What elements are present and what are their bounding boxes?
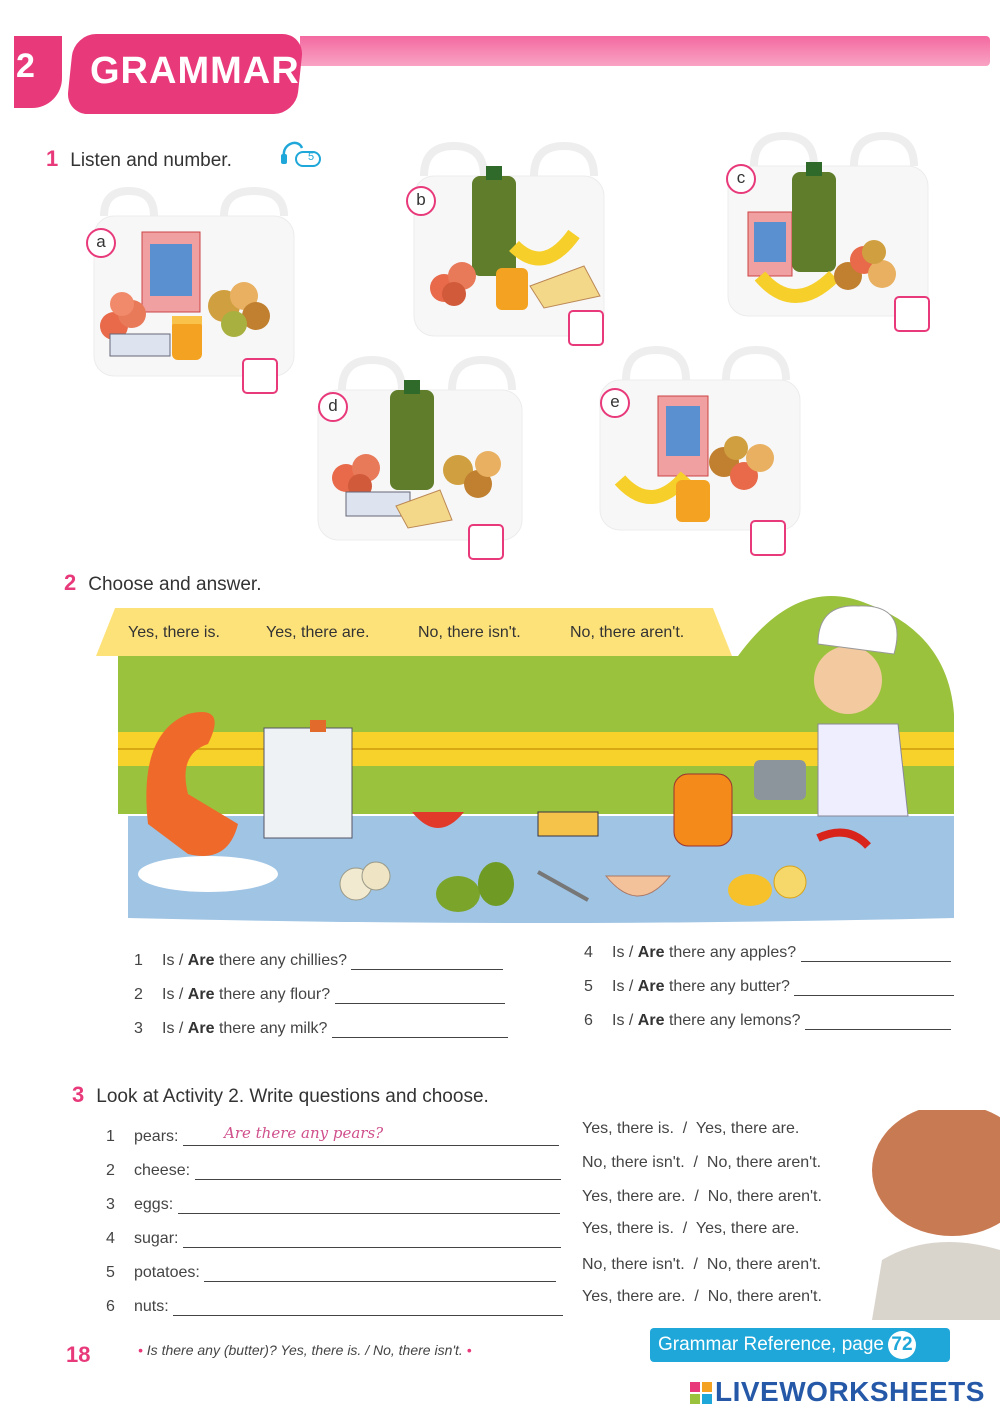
bullet-icon: • <box>466 1342 472 1358</box>
a3-r5-sep: / <box>693 1256 698 1273</box>
a3-row-4 <box>106 1230 561 1248</box>
a2-question-6: 6 Is / Are there any lemons? <box>584 1012 951 1030</box>
activity2-number: 2 <box>64 570 77 595</box>
a3-r2-opt1[interactable]: No, there isn't. <box>582 1154 685 1171</box>
a2-q4-answer-line[interactable] <box>801 949 951 962</box>
a2-q3-text: there any milk? <box>218 1020 328 1037</box>
a3-r3-options <box>582 1188 822 1206</box>
a2-q6-text: there any lemons? <box>668 1012 801 1029</box>
grammar-reference-page: 72 <box>888 1331 916 1359</box>
bag-d <box>312 350 532 560</box>
a2-q6-is-option[interactable]: Is <box>612 1012 625 1029</box>
a3-r5-word: potatoes: <box>134 1264 200 1281</box>
a2-q3-number: 3 <box>134 1020 143 1037</box>
a2-q5-number: 5 <box>584 978 593 995</box>
answer-box-d[interactable] <box>468 524 504 560</box>
a3-r1-options <box>582 1120 799 1138</box>
a2-question-5: 5 Is / Are there any butter? <box>584 978 954 996</box>
a3-r4-opt2[interactable]: Yes, there are. <box>695 1220 800 1237</box>
a3-r4-options <box>582 1220 799 1238</box>
a2-q1-is-option[interactable]: Is <box>162 952 175 969</box>
a2-question-4: 4 Is / Are there any apples? <box>584 944 951 962</box>
a3-r1-word: pears: <box>134 1128 179 1145</box>
a3-r2-answer-line[interactable] <box>195 1167 561 1180</box>
a3-r1-written-answer: Are there any pears? <box>224 1124 384 1142</box>
a3-r2-word: cheese: <box>134 1162 191 1179</box>
kitchen-scene <box>118 584 958 928</box>
brand-name: LIVEWORKSHEETS <box>715 1376 985 1407</box>
a3-r2-sep: / <box>693 1154 698 1171</box>
bullet-icon: • <box>138 1342 143 1358</box>
a3-row-2 <box>106 1162 561 1180</box>
activity3-number: 3 <box>72 1082 85 1107</box>
bag-label-b: b <box>406 186 436 216</box>
a2-q5-are-option[interactable]: Are <box>637 978 665 995</box>
liveworksheets-logo-icon <box>690 1382 712 1404</box>
a3-r6-opt2[interactable]: No, there aren't. <box>707 1288 822 1305</box>
a2-question-2: 2 Is / Are there any flour? <box>134 986 505 1004</box>
bag-b <box>404 136 614 346</box>
a2-q4-is-option[interactable]: Is <box>612 944 625 961</box>
a2-q1-are-option[interactable]: Are <box>187 952 215 969</box>
a2-q1-answer-line[interactable] <box>351 957 503 970</box>
a3-r6-word: nuts: <box>134 1298 169 1315</box>
a3-row-6 <box>106 1298 563 1316</box>
a3-r1-opt2[interactable]: Yes, there are. <box>695 1120 800 1137</box>
grammar-reference[interactable] <box>650 1328 950 1362</box>
a3-r4-opt1[interactable]: Yes, there is. <box>582 1220 674 1237</box>
bag-label-d: d <box>318 392 348 422</box>
a2-q5-answer-line[interactable] <box>794 983 954 996</box>
grocery-bag-e-illustration <box>596 340 812 540</box>
a3-r6-answer-line[interactable] <box>173 1303 563 1316</box>
a2-q3-answer-line[interactable] <box>332 1025 508 1038</box>
headphones-icon <box>278 136 324 174</box>
a2-q2-are-option[interactable]: Are <box>187 986 215 1003</box>
bag-e <box>596 340 812 556</box>
a2-q1-text: there any chillies? <box>218 952 348 969</box>
a3-r6-opt1[interactable]: Yes, there are. <box>582 1288 686 1305</box>
a3-r5-number: 5 <box>106 1264 115 1281</box>
phrase-2: Yes, there are. <box>266 624 370 641</box>
header-band <box>300 36 990 66</box>
a3-r5-options <box>582 1256 821 1274</box>
a2-q1-number: 1 <box>134 952 143 969</box>
a2-q6-are-option[interactable]: Are <box>637 1012 665 1029</box>
a2-q3-is-option[interactable]: Is <box>162 1020 175 1037</box>
activity3-instruction: Look at Activity 2. Write questions and choose. <box>96 1086 489 1107</box>
activity1-instruction: Listen and number. <box>70 150 232 171</box>
kitchen-illustration <box>118 584 958 928</box>
page-title: GRAMMAR <box>90 50 300 92</box>
phrase-3: No, there isn't. <box>418 624 521 641</box>
bag-label-c: c <box>726 164 756 194</box>
a3-r4-sep: / <box>682 1220 688 1237</box>
footer-note <box>138 1342 472 1358</box>
grammar-reference-label: Grammar Reference, page <box>658 1334 884 1355</box>
a3-r2-opt2[interactable]: No, there aren't. <box>706 1154 822 1171</box>
a3-r3-number: 3 <box>106 1196 115 1213</box>
page-number: 18 <box>66 1342 91 1367</box>
a2-q4-number: 4 <box>584 944 593 961</box>
a3-r2-number: 2 <box>106 1162 115 1179</box>
bag-label-a: a <box>86 228 116 258</box>
a3-r5-opt1[interactable]: No, there isn't. <box>582 1256 685 1273</box>
a2-question-3: 3 Is / Are there any milk? <box>134 1020 508 1038</box>
a3-r3-sep: / <box>694 1188 699 1205</box>
grocery-bag-a-illustration <box>84 186 304 386</box>
a3-r2-options <box>582 1154 821 1172</box>
activity2-instruction: Choose and answer. <box>88 574 262 595</box>
a2-q5-is-option[interactable]: Is <box>612 978 625 995</box>
answer-box-a[interactable] <box>242 358 278 394</box>
bag-a <box>84 186 304 386</box>
a3-row-3 <box>106 1196 560 1214</box>
a2-q6-number: 6 <box>584 1012 593 1029</box>
unit-number: 2 <box>14 36 62 108</box>
a3-r6-options <box>582 1288 822 1306</box>
a3-r5-answer-line[interactable] <box>204 1269 556 1282</box>
a2-q5-text: there any butter? <box>668 978 790 995</box>
a3-r1-number: 1 <box>106 1128 115 1145</box>
a2-q2-is-option[interactable]: Is <box>162 986 175 1003</box>
a3-r4-answer-line[interactable] <box>183 1235 561 1248</box>
a2-q4-text: there any apples? <box>668 944 797 961</box>
activity1-number: 1 <box>46 146 59 171</box>
a3-r1-opt1[interactable]: Yes, there is. <box>582 1120 674 1137</box>
a2-q2-text: there any flour? <box>218 986 331 1003</box>
a3-r3-word: eggs: <box>134 1196 174 1213</box>
a3-r4-number: 4 <box>106 1230 115 1247</box>
a3-r5-opt2[interactable]: No, there aren't. <box>706 1256 822 1273</box>
track-number: 5 <box>308 151 315 163</box>
audio-track[interactable] <box>278 136 324 179</box>
a2-q4-are-option[interactable]: Are <box>637 944 665 961</box>
phrase-1: Yes, there is. <box>128 624 220 641</box>
answer-box-c[interactable] <box>894 296 930 332</box>
footer-note-text: Is there any (butter)? Yes, there is. / No, there isn't. <box>146 1342 463 1358</box>
a3-r3-opt1[interactable]: Yes, there are. <box>582 1188 686 1205</box>
a3-r4-word: sugar: <box>134 1230 179 1247</box>
a3-row-5 <box>106 1264 556 1282</box>
a2-q6-answer-line[interactable] <box>805 1017 951 1030</box>
phrase-4: No, there aren't. <box>570 624 685 641</box>
answer-box-e[interactable] <box>750 520 786 556</box>
a3-r6-number: 6 <box>106 1298 115 1315</box>
egg-illustration <box>872 1110 1000 1320</box>
a2-q2-answer-line[interactable] <box>335 991 505 1004</box>
a3-r3-answer-line[interactable] <box>178 1201 560 1214</box>
a2-q3-are-option[interactable]: Are <box>187 1020 215 1037</box>
egg-decoration <box>872 1110 1000 1320</box>
activity1-heading <box>46 146 232 172</box>
activity3-heading <box>72 1082 489 1108</box>
liveworksheets-brand <box>690 1376 985 1408</box>
a2-question-1: 1 Is / Are there any chillies? <box>134 952 503 970</box>
a3-r1-sep: / <box>682 1120 688 1137</box>
a3-r6-sep: / <box>694 1288 699 1305</box>
a3-r3-opt2[interactable]: No, there aren't. <box>707 1188 822 1205</box>
bag-c <box>724 126 940 336</box>
a2-q2-number: 2 <box>134 986 143 1003</box>
bag-label-e: e <box>600 388 630 418</box>
grocery-bag-d-illustration <box>312 350 532 550</box>
